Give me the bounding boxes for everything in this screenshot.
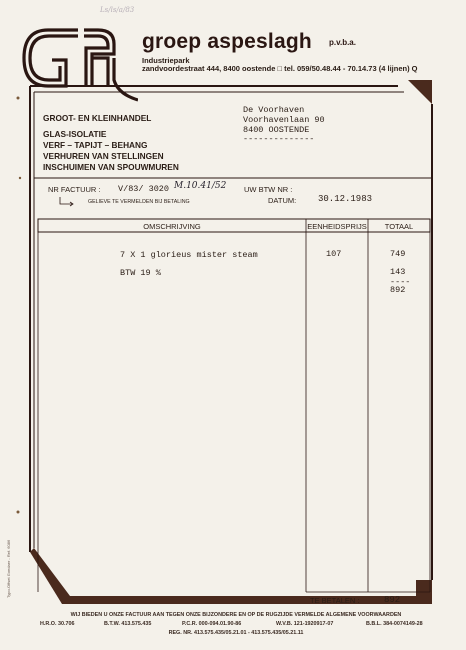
vat-number-label: UW BTW NR :: [244, 185, 293, 194]
invoice-number-value: V/83/ 3020: [118, 184, 170, 194]
address-line-2: zandvoordestraat 444, 8400 oostende □ tel. 059/50.48.44 - 70.14.73 (4 lijnen) Q: [142, 64, 418, 73]
total-separator: ----: [390, 277, 411, 287]
footer-reg-btw: B.T.W. 413.575.435: [104, 621, 152, 627]
recipient-street: Voorhavenlaan 90: [243, 115, 325, 125]
activity-1: GROOT- EN KLEINHANDEL: [43, 113, 152, 123]
legal-form: p.v.b.a.: [329, 38, 356, 47]
amount-due-value: 892: [384, 595, 401, 605]
company-name: groep aspeslagh: [142, 30, 312, 53]
footer-reg-numbers: REG. NR. 413.575.435/05.21.01 - 413.575.435/05.21.11: [168, 630, 304, 636]
address-line-1: Industriepark: [142, 56, 190, 65]
row-1-unit-price: 107: [326, 249, 342, 259]
row-2-description: BTW 19 %: [120, 268, 161, 278]
activity-5: INSCHUIMEN VAN SPOUWMUREN: [43, 162, 179, 172]
amount-due-label: TE BETALEN :: [310, 596, 360, 605]
row-1-total: 749: [390, 249, 406, 259]
activity-2: GLAS-ISOLATIE: [43, 129, 107, 139]
col-header-description: OMSCHRIJVING: [143, 222, 201, 231]
row-1-description: 7 X 1 glorieus mister steam: [120, 250, 258, 260]
footer-reg-pcr: P.C.R. 000-094.01.90-86: [182, 621, 242, 627]
top-handwritten-note: Ls/ls/a/83: [100, 6, 135, 14]
printer-credit: Typo-Offset Goedaer - Ref. 6086: [6, 539, 11, 598]
recipient-underline: --------------: [243, 134, 315, 144]
col-header-total: TOTAAL: [384, 222, 414, 231]
payment-note: GELIEVE TE VERMELDEN BIJ BETALING: [88, 199, 190, 205]
row-2-total: 143: [390, 267, 406, 277]
grand-total: 892: [390, 285, 406, 295]
date-label: DATUM:: [268, 196, 297, 205]
col-header-unit-price: EENHEIDSPRIJS: [307, 222, 367, 231]
footer-reg-wvb: W.V.B. 121-1920917-07: [276, 621, 334, 627]
date-value: 30.12.1983: [318, 194, 373, 204]
activity-4: VERHUREN VAN STELLINGEN: [43, 151, 164, 161]
activity-3: VERF – TAPIJT – BEHANG: [43, 140, 148, 150]
footer-reg-bbl: B.B.L. 384-0074149-28: [366, 621, 423, 627]
recipient-city: 8400 OOSTENDE: [243, 125, 310, 135]
recipient-name: De Voorhaven: [243, 105, 305, 115]
footer-terms: WIJ BIEDEN U ONZE FACTUUR AAN TEGEN ONZE BIJZONDERE EN OP DE RUGZIJDE VERMELDE ALGEMENE VOORWAARDEN: [70, 612, 402, 618]
invoice-number-label: NR FACTUUR :: [48, 185, 101, 194]
invoice-handwritten-ref: M.10.41/52: [174, 181, 227, 191]
footer-reg-hro: H.R.O. 30.706: [40, 621, 75, 627]
